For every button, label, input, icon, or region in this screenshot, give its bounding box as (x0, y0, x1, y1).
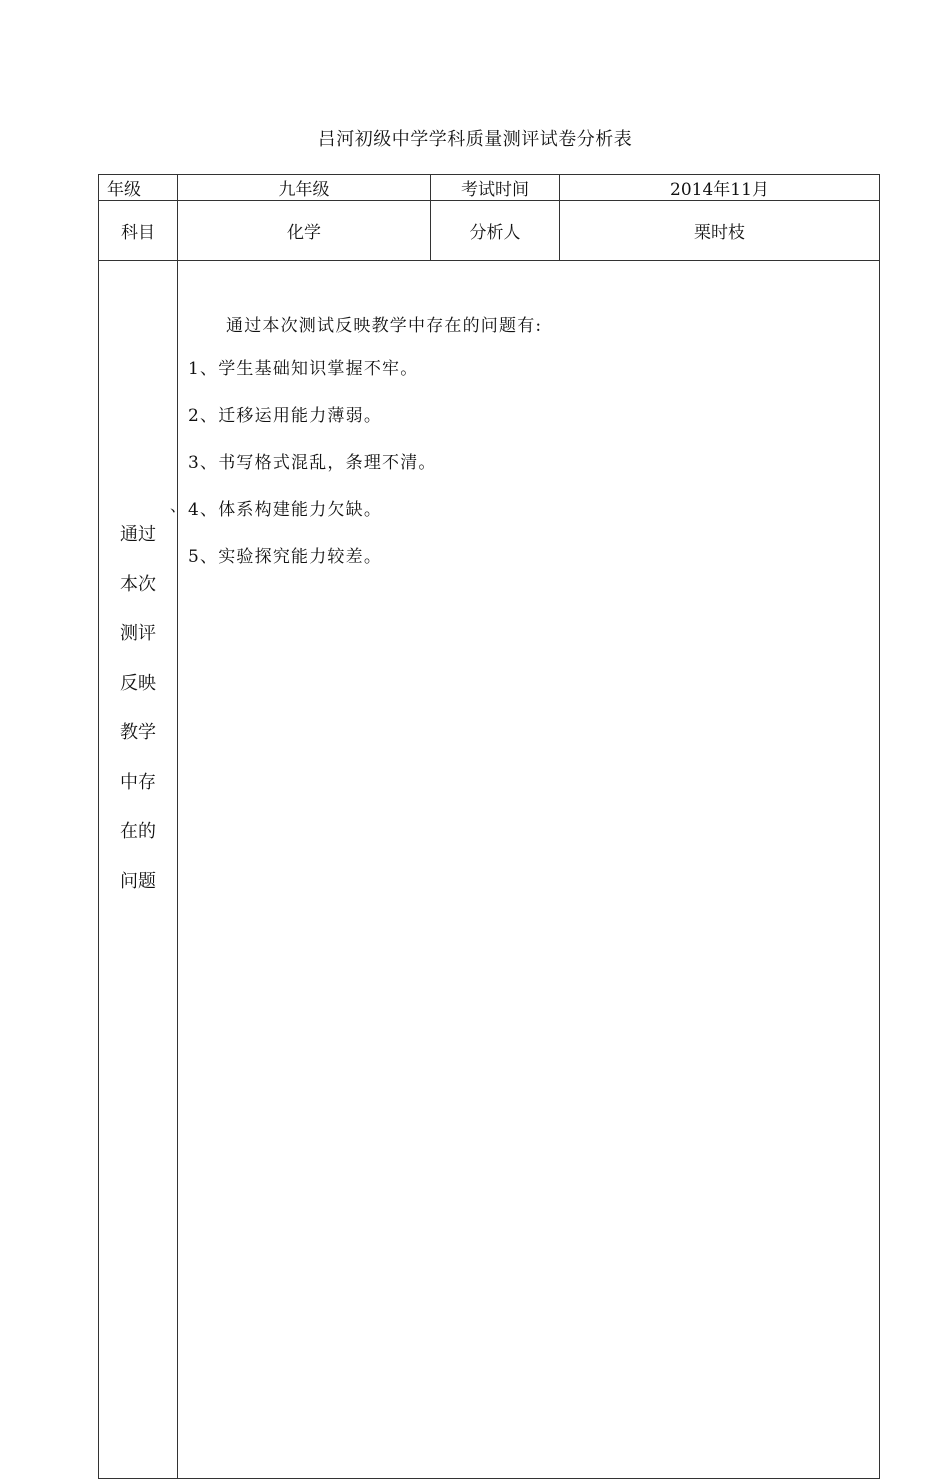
problems-list (188, 357, 437, 592)
section-label-line: 中存 (120, 771, 156, 793)
subject-label: 科目 (99, 201, 178, 261)
list-item: 3、书写格式混乱，条理不清。 (188, 453, 437, 473)
list-item: 1、学生基础知识掌握不牢。 (188, 359, 419, 379)
stray-mark: 、 (170, 496, 187, 515)
grade-label: 年级 (99, 175, 178, 201)
problems-content (170, 261, 880, 1479)
problems-section-label (99, 261, 178, 1479)
analyst-value: 栗时枝 (560, 201, 880, 261)
subject-value: 化学 (178, 201, 431, 261)
analysis-table (98, 174, 880, 1479)
grade-value: 九年级 (178, 175, 431, 201)
analyst-label: 分析人 (431, 201, 560, 261)
header-row-2 (99, 201, 880, 261)
section-label-line: 通过 (120, 524, 156, 545)
list-item: 2、迁移运用能力薄弱。 (188, 406, 383, 426)
header-row-1 (99, 175, 880, 201)
section-label-line: 测评 (120, 623, 156, 644)
list-item: 5、实验探究能力较差。 (188, 547, 383, 567)
section-label-line: 问题 (120, 870, 156, 892)
document-title: 吕河初级中学学科质量测评试卷分析表 (317, 129, 633, 150)
exam-time-label: 考试时间 (431, 175, 560, 201)
problems-intro: 通过本次测试反映教学中存在的问题有: (226, 316, 543, 336)
section-label-line: 教学 (120, 722, 156, 743)
exam-time-value: 2014年11月 (560, 175, 880, 201)
section-label-line: 在的 (120, 821, 156, 842)
section-label-line: 反映 (120, 672, 156, 694)
section-label-line: 本次 (120, 573, 156, 595)
list-item: 4、体系构建能力欠缺。 (188, 500, 383, 520)
problems-row (99, 261, 880, 1479)
